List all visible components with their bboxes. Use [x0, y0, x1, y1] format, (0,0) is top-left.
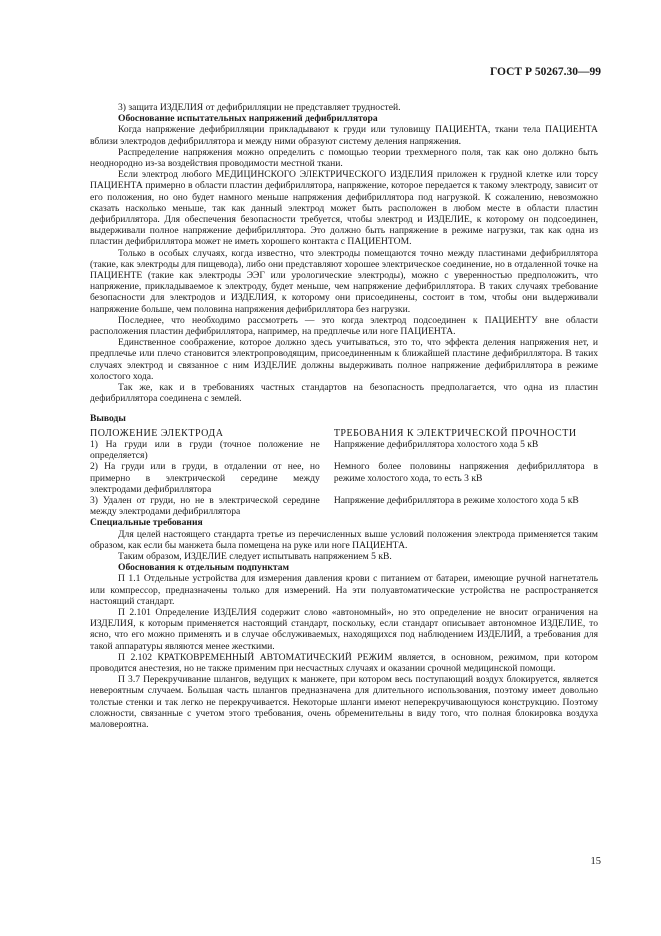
column-header-position: ПОЛОЖЕНИЕ ЭЛЕКТРОДА: [90, 427, 224, 439]
page-number: 15: [590, 856, 601, 867]
table-row: [90, 439, 598, 461]
table-row: [90, 461, 598, 495]
table-cell-requirement: Напряжение дефибриллятора в режиме холостого хода 5 кВ: [333, 494, 579, 506]
paragraph: Последнее, что необходимо рассмотреть — это когда электрод подсоединен к ПАЦИЕНТУ вне области расположения пластин дефибриллятора, например, на предплечье или ноге ПАЦИЕНТА.: [90, 314, 598, 338]
table-row: [90, 495, 598, 517]
table-cell-requirement: Немного более половины напряжения дефибриллятора в режиме холостого хода, то есть 3 кВ: [333, 461, 598, 484]
paragraph: П 3.7 Перекручивание шлангов, ведущих к манжете, при котором весь поступающий воздух блокируется, является невероятным случаем. Большая часть шлангов предназначена для длительного использования, поэтому имеет довольно толстые стенки и так легко не перекручивается. Некоторые шланги имеют неперекручивающуюся конструкцию. Поэтому сложности, связанные с учетом этого требования, очень обременительны в виду того, что полная блокировка воздуха маловероятна.: [90, 674, 598, 730]
column-header-requirement: ТРЕБОВАНИЯ К ЭЛЕКТРИЧЕСКОЙ ПРОЧНОСТИ: [333, 427, 577, 439]
paragraph: Только в особых случаях, когда известно, что электроды помещаются точно между пластинами дефибриллятора (такие, как электроды для пищевода), либо они представляют хорошее электрическое соединение, но в отдаленной точке на ПАЦИЕНТЕ (такие как электроды ЭЭГ или урологические электроды), можно с уверенностью предположить, что напряжение, прикладываемое к электроду, будет меньше, чем напряжение дефибриллятора. В таких случаях требование безопасности для электродов и ИЗДЕЛИЯ, к которому они присоединены, состоит в том, чтобы они выдерживали напряжение больше, чем половина напряжения дефибриллятора без нагрузки.: [90, 247, 598, 315]
paragraph: Для целей настоящего стандарта третье из перечисленных выше условий положения электрода применяется таким образом, как если бы манжета была помещена на руке или ноге ПАЦИЕНТА.: [90, 528, 598, 551]
paragraph: Если электрод любого МЕДИЦИНСКОГО ЭЛЕКТРИЧЕСКОГО ИЗДЕЛИЯ приложен к грудной клетке или торсу ПАЦИЕНТА примерно в области пластин дефибриллятора, напряжение, которое передается к такому электроду, зависит от его положения, но оно будет намного меньше напряжения дефибриллятора под нагрузкой. К сожалению, невозможно сказать насколько меньше, так как данный электрод может быть расположен в любом месте в области пластин дефибриллятора. Для обеспечения безопасности требуется, чтобы электрод и ИЗДЕЛИЕ, к которому он подсоединен, выдерживали полное напряжение дефибриллятора. Это должно быть напряжение в режиме нагрузки, так как одна из пластин дефибриллятора может не иметь хорошего контакта с ПАЦИЕНТОМ.: [90, 169, 598, 248]
paragraph: П 2.101 Определение ИЗДЕЛИЯ содержит слово «автономный», но это определение не вносит ограничения на ИЗДЕЛИЯ, к которым применяется настоящий стандарт, поскольку, если стандарт описывает автономное ИЗДЕЛИЕ, то ясно, что его можно применять и в случае обслуживаемых, находящихся под наблюдением ИЗДЕЛИЙ, а требования для такой аппаратуры являются менее жесткими.: [90, 606, 598, 652]
section-heading: Обоснование испытательных напряжений дефибриллятора: [118, 113, 378, 125]
paragraph: П 2.102 КРАТКОВРЕМЕННЫЙ АВТОМАТИЧЕСКИЙ РЕЖИМ является, в основном, режимом, при котором проводится анестезия, но не также применим при несчастных случаях и оказании срочной медицинской помощи.: [90, 651, 598, 674]
conclusions-heading: Выводы: [90, 413, 126, 425]
paragraph: Когда напряжение дефибрилляции прикладывают к груди или туловищу ПАЦИЕНТА, ткани тела ПАЦИЕНТА вблизи электродов дефибриллятора и между ними образуют систему деления напряжения.: [90, 124, 598, 147]
section-heading: Специальные требования: [90, 517, 203, 529]
section-heading: Обоснования к отдельным подпунктам: [118, 562, 290, 574]
table-cell-position: 1) На груди или в груди (точное положение не определяется): [90, 438, 320, 462]
table-cell-position: 2) На груди или в груди, в отдалении от нее, но примерно в электрической середине между электродами дефибриллятора: [90, 461, 320, 495]
paragraph: Так же, как и в требованиях частных стандартов на безопасность предполагается, что одна из пластин дефибриллятора соединена с землей.: [90, 382, 598, 405]
paragraph: Распределение напряжения можно определить с помощью теории трехмерного поля, так как оно должно быть неоднородно из-за воздействия проводимости местной ткани.: [90, 146, 598, 170]
standard-header: ГОСТ Р 50267.30—99: [490, 66, 601, 78]
page-body: [90, 102, 598, 730]
table-cell-position: 3) Удален от груди, но не в электрической середине между электродами дефибриллятора: [90, 494, 320, 518]
table-header-row: [90, 428, 598, 439]
paragraph: Единственное соображение, которое должно здесь учитываться, это то, что эффекта деления напряжения нет, и предплечье или плечо становится электропроводящим, присоединенным к ближайшей пластине дефибриллятора. В таких случаях электрод и связанное с ним ИЗДЕЛИЕ должны выдерживать полное напряжение дефибриллятора в режиме холостого хода.: [90, 337, 598, 382]
table-cell-requirement: Напряжение дефибриллятора холостого хода 5 кВ: [333, 438, 539, 450]
paragraph: Таким образом, ИЗДЕЛИЕ следует испытывать напряжением 5 кВ.: [118, 550, 392, 562]
paragraph: 3) защита ИЗДЕЛИЯ от дефибрилляции не представляет трудностей.: [118, 102, 401, 113]
paragraph: П 1.1 Отдельные устройства для измерения давления крови с питанием от батареи, имеющие ручной нагнетатель или компрессор, предназначены только для измерений. На эти полуавтоматические устройства не распространяется настоящий стандарт.: [90, 573, 598, 607]
conclusions-table: [90, 428, 598, 518]
